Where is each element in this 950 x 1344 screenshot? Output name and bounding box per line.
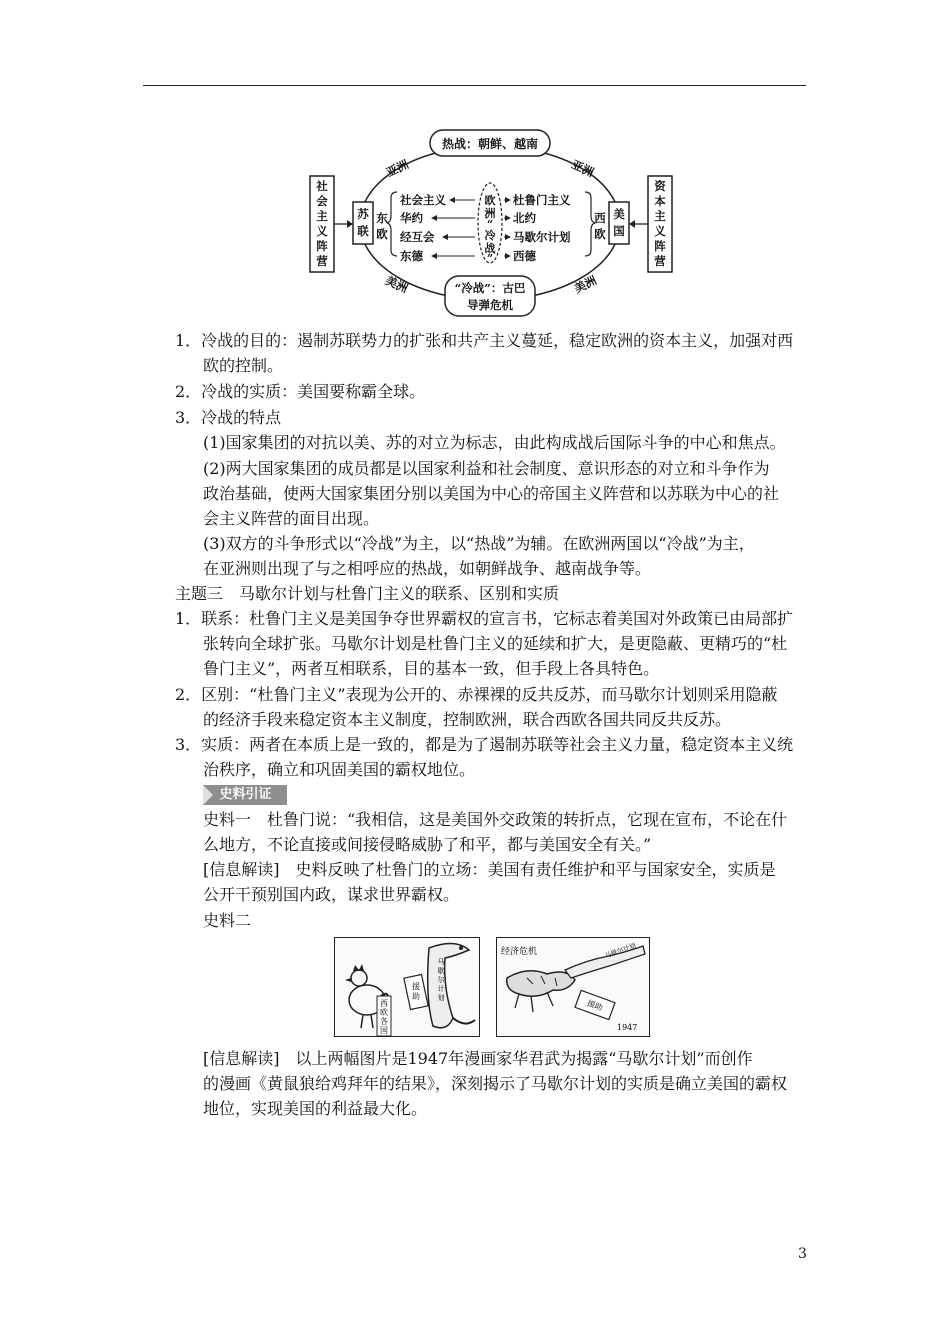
text-line: 史料一 杜鲁门说：“我相信，这是美国外交政策的转折点，它现在宣布，不论在什: [203, 810, 788, 829]
cartoon2-crisis: 经济危机: [501, 947, 538, 957]
cartoon1-plan: 歇: [437, 967, 445, 975]
hot-war-label: 热战：朝鲜、越南: [441, 137, 539, 151]
text-line: (2)两大国家集团的成员都是以国家利益和社会制度、意识形态的对立和斗争作为: [203, 459, 770, 478]
text-line: [信息解读] 史料反映了杜鲁门的立场：美国有责任维护和平与国家安全，实质是: [203, 860, 776, 879]
right-item: 马歇尔计划: [513, 230, 571, 244]
europe-cold-war-char: 战: [484, 242, 496, 255]
header-rule: [143, 85, 806, 86]
cartoon1-west-europe: 西: [380, 999, 388, 1008]
europe-cold-war-char: 洲: [484, 207, 496, 220]
text-line: 3．实质：两者在本质上是一致的，都是为了遏制苏联等社会主义力量，稳定资本主义统: [175, 735, 794, 754]
capitalist-camp-char: 营: [654, 254, 666, 268]
text-line: 的经济手段来稳定资本主义制度，控制欧洲，联合西欧各国共同反共反苏。: [203, 710, 732, 729]
capitalist-camp-char: 义: [654, 224, 666, 238]
text-line: 欧的控制。: [203, 356, 284, 375]
cartoon1-aid: 助: [412, 992, 420, 1001]
capitalist-camp-char: 阵: [654, 239, 666, 253]
cartoon1-west-europe: 国: [380, 1026, 388, 1035]
soviet-char: 苏: [357, 207, 369, 221]
left-item: 华约: [400, 211, 423, 225]
socialist-camp-char: 营: [316, 254, 328, 268]
us-char: 国: [613, 224, 625, 238]
text-line: 地位，实现美国的利益最大化。: [203, 1099, 428, 1118]
text-line: (1)国家集团的对抗以美、苏的对立为标志，由此构成战后国际斗争的中心和焦点。: [203, 433, 786, 452]
socialist-camp-char: 阵: [316, 239, 328, 253]
america-label-right: 美洲: [571, 273, 599, 296]
socialist-camp-char: 会: [316, 194, 328, 208]
badge-label: 史料引证: [219, 787, 272, 802]
text-line: 会主义阵营的面目出现。: [203, 509, 380, 528]
asia-label-left: 亚洲: [383, 157, 411, 180]
text-line: [信息解读] 以上两幅图片是1947年漫画家华君武为揭露“马歇尔计划”而创作: [203, 1049, 753, 1068]
cold-war-diagram: [305, 128, 675, 318]
text-line: 的漫画《黄鼠狼给鸡拜年的结果》，深刻揭示了马歇尔计划的实质是确立美国的霸权: [203, 1074, 788, 1093]
cartoon-weasel-chicken: [334, 937, 480, 1037]
west-europe-char: 西: [594, 211, 606, 225]
right-item: 西德: [513, 249, 536, 263]
europe-cold-war-char: 欧: [484, 194, 496, 207]
capitalist-camp-char: 资: [654, 179, 666, 193]
cartoon1-west-europe: 欧: [380, 1008, 388, 1017]
capitalist-camp-char: 主: [654, 209, 666, 223]
text-line: 1．冷战的目的：遏制苏联势力的扩张和共产主义蔓延，稳定欧洲的资本主义，加强对西: [175, 331, 794, 350]
left-item: 东德: [400, 249, 423, 263]
cold-war-cuba-line1: “冷战”：古巴: [454, 281, 526, 295]
socialist-camp-char: 社: [316, 179, 328, 193]
cartoon2-aid: 援助: [585, 998, 604, 1013]
source-badge: [203, 785, 287, 805]
east-europe-char: 东: [376, 211, 388, 225]
right-item: 杜鲁门主义: [513, 193, 571, 207]
europe-cold-war-char: 冷: [484, 229, 496, 242]
text-line: 2．冷战的实质：美国要称霸全球。: [175, 382, 426, 401]
section-heading: 主题三 马歇尔计划与杜鲁门主义的联系、区别和实质: [175, 584, 560, 603]
europe-cold-war-char: ”: [486, 252, 494, 265]
europe-cold-war-char: “: [486, 218, 494, 231]
badge-arrow-icon: [203, 785, 213, 805]
text-line: 2．区别：“杜鲁门主义”表现为公开的、赤裸裸的反共反苏，而马歇尔计划则采用隐蔽: [175, 685, 778, 704]
cartoon1-plan: 计: [437, 985, 445, 993]
capitalist-camp-char: 本: [654, 194, 666, 208]
text-line: 鲁门主义”，两者互相联系，目的基本一致，但手段上各具特色。: [203, 659, 660, 678]
text-line: (3)双方的斗争形式以“冷战”为主，以“热战”为辅。在欧洲两国以“冷战”为主，: [203, 534, 755, 553]
text-line: 1．联系：杜鲁门主义是美国争夺世界霸权的宣言书，它标志着美国对外政策已由局部扩: [175, 609, 794, 628]
cartoon2-plan: 马歇尔计划: [603, 941, 637, 960]
cartoon1-plan: 尔: [437, 976, 445, 984]
cartoon1-plan: 划: [437, 994, 445, 1002]
socialist-camp-char: 义: [316, 224, 328, 238]
east-europe-char: 欧: [376, 227, 388, 241]
left-item: 经互会: [400, 230, 435, 244]
text-line: 政治基础，使两大国家集团分别以美国为中心的帝国主义阵营和以苏联为中心的社: [203, 484, 780, 503]
text-line: 张转向全球扩张。马歇尔计划是杜鲁门主义的延续和扩大，是更隐蔽、更精巧的“杜: [203, 634, 788, 653]
cartoon-economic-crisis: [496, 937, 650, 1037]
text-line: 史料二: [203, 911, 252, 930]
text-line: 治秩序，确立和巩固美国的霸权地位。: [203, 760, 476, 779]
cartoon1-plan: 马: [437, 958, 445, 966]
soviet-char: 联: [357, 224, 369, 238]
text-line: 在亚洲则出现了与之相呼应的热战，如朝鲜战争、越南战争等。: [203, 559, 652, 578]
text-line: 么地方，不论直接或间接侵略威胁了和平，都与美国安全有关。”: [203, 835, 652, 854]
west-europe-char: 欧: [594, 227, 606, 241]
text-line: 公开干预别国内政，谋求世界霸权。: [203, 885, 460, 904]
cartoon1-aid: 援: [412, 982, 420, 991]
socialist-camp-char: 主: [316, 209, 328, 223]
cartoon2-year: 1947: [617, 1023, 638, 1032]
left-item: 社会主义: [400, 193, 446, 207]
text-line: 3．冷战的特点: [175, 408, 282, 427]
us-char: 美: [613, 207, 625, 221]
cold-war-cuba-line2: 导弹危机: [467, 298, 513, 312]
america-label-left: 美洲: [383, 273, 411, 296]
asia-label-right: 亚洲: [569, 157, 597, 180]
page-number: 3: [798, 1246, 807, 1262]
cartoon1-west-europe: 各: [380, 1017, 388, 1026]
right-item: 北约: [513, 211, 536, 225]
